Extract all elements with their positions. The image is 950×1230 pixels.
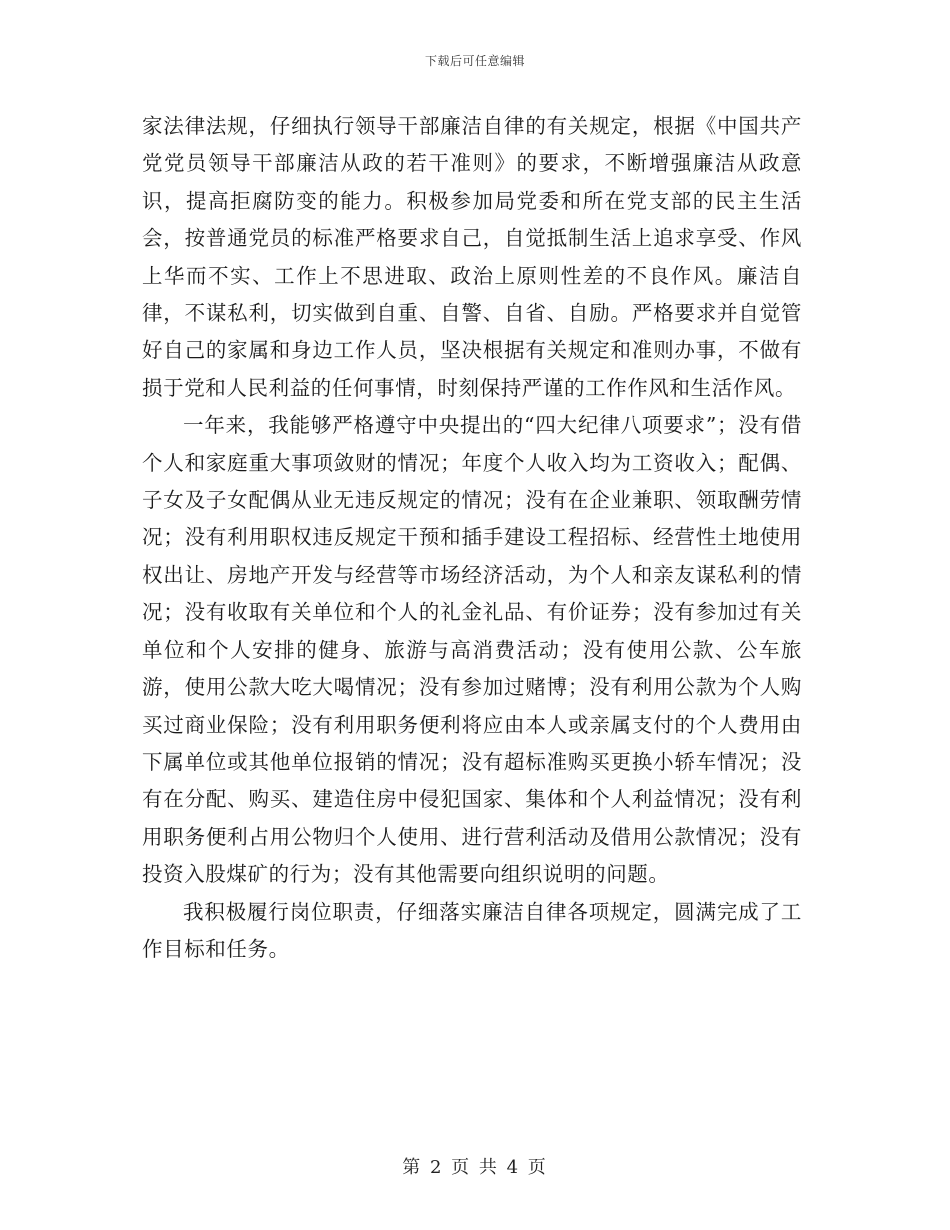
document-body <box>142 108 802 968</box>
page-header: 下载后可任意编辑 <box>424 54 525 68</box>
page-number-footer: 第 2 页 共 4 页 <box>402 1157 548 1178</box>
paragraph-3: 我积极履行岗位职责，仔细落实廉洁自律各项规定，圆满完成了工作目标和任务。 <box>142 899 802 961</box>
paragraph-2: 一年来，我能够严格遵守中央提出的“四大纪律八项要求”；没有借个人和家庭重大事项敛财的情况；年度个人收入均为工资收入；配偶、子女及子女配偶从业无违反规定的情况；没有在企业兼职、领取酬劳情况；没有利用职权违反规定干预和插手建设工程招标、经营性土地使用权出让、房地产开发与经营等市场经济活动，为个人和亲友谋私利的情况；没有收取有关单位和个人的礼金礼品、有价证券；没有参加过有关单位和个人安排的健身、旅游与高消费活动；没有使用公款、公车旅游，使用公款大吃大喝情况；没有参加过赌博；没有利用公款为个人购买过商业保险；没有利用职务便利将应由本人或亲属支付的个人费用由下属单位或其他单位报销的情况；没有超标准购买更换小轿车情况；没有在分配、购买、建造住房中侵犯国家、集体和个人利益情况；没有利用职务便利占用公物归个人使用、进行营利活动及借用公款情况；没有投资入股煤矿的行为；没有其他需要向组织说明的问题。 <box>142 413 802 887</box>
paragraph-1: 家法律法规，仔细执行领导干部廉洁自律的有关规定，根据《中国共产党党员领导干部廉洁从政的若干准则》的要求，不断增强廉洁从政意识，提高拒腐防变的能力。积极参加局党委和所在党支部的民主生活会，按普通党员的标准严格要求自己，自觉抵制生活上追求享受、作风上华而不实、工作上不思进取、政治上原则性差的不良作风。廉洁自律，不谋私利，切实做到自重、自警、自省、自励。严格要求并自觉管好自己的家属和身边工作人员，坚决根据有关规定和准则办事，不做有损于党和人民利益的任何事情，时刻保持严谨的工作作风和生活作风。 <box>142 114 802 400</box>
